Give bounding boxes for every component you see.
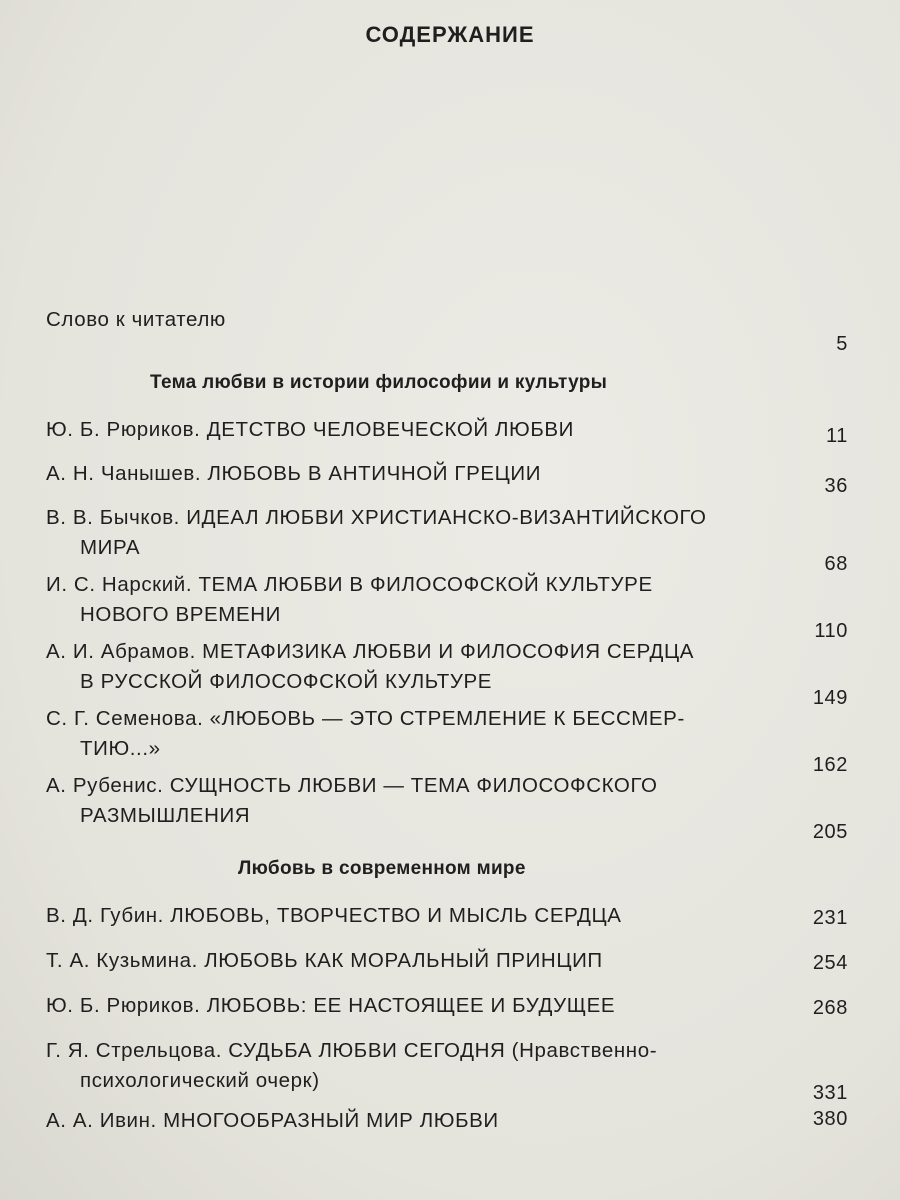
section-heading: Любовь в современном мире (238, 858, 526, 879)
entry-text-line2: ТИЮ...» (80, 737, 161, 760)
entry-page-number: 331 (812, 1082, 848, 1104)
entry-page-number: 149 (812, 687, 848, 709)
toc-entry (46, 991, 848, 1021)
entry-page-number: 68 (824, 553, 848, 575)
entry-text-line2: РАЗМЫШЛЕНИЯ (80, 804, 251, 827)
entry-text: Т. А. Кузьмина. ЛЮБОВЬ КАК МОРАЛЬНЫЙ ПРИНЦИП (46, 949, 603, 972)
toc-entry (46, 570, 848, 642)
entry-text: В. Д. Губин. ЛЮБОВЬ, ТВОРЧЕСТВО И МЫСЛЬ СЕРДЦА (46, 904, 622, 927)
toc-entry (46, 704, 848, 776)
entry-page-number: 268 (812, 997, 848, 1019)
section-heading: Тема любви в истории философии и культуры (150, 372, 608, 393)
entry-text-line2: МИРА (80, 536, 141, 559)
entry-text: Ю. Б. Рюриков. ЛЮБОВЬ: ЕЕ НАСТОЯЩЕЕ И БУДУЩЕЕ (46, 994, 616, 1017)
entry-text-line2: психологический очерк) (80, 1069, 320, 1092)
toc-entry (46, 1036, 848, 1104)
toc-entry (46, 415, 848, 445)
toc-entry (46, 1106, 848, 1136)
toc-entry-intro (46, 305, 848, 355)
entry-text: Ю. Б. Рюриков. ДЕТСТВО ЧЕЛОВЕЧЕСКОЙ ЛЮБВИ (46, 418, 575, 441)
entry-page-number: 162 (812, 754, 848, 776)
entry-text-line2: В РУССКОЙ ФИЛОСОФСКОЙ КУЛЬТУРЕ (80, 670, 493, 693)
entry-page-number: 380 (812, 1108, 848, 1130)
toc-entry (46, 901, 848, 931)
entry-page-number: 11 (826, 425, 848, 447)
entry-page-number: 36 (824, 475, 848, 497)
entry-page-number: 254 (812, 952, 848, 974)
toc-entry (46, 459, 848, 497)
toc-entry (46, 637, 848, 709)
entry-page-number: 205 (812, 821, 848, 843)
entry-text-line1: В. В. Бычков. ИДЕАЛ ЛЮБВИ ХРИСТИАНСКО-ВИЗАНТИЙСКОГО (46, 506, 707, 529)
entry-page-number: 110 (814, 620, 848, 642)
entry-text: А. А. Ивин. МНОГООБРАЗНЫЙ МИР ЛЮБВИ (46, 1109, 499, 1132)
entry-text-line2: НОВОГО ВРЕМЕНИ (80, 603, 281, 626)
entry-page-number: 5 (836, 333, 848, 355)
entry-page-number: 231 (812, 907, 848, 929)
entry-text: А. Н. Чанышев. ЛЮБОВЬ В АНТИЧНОЙ ГРЕЦИИ (46, 462, 542, 485)
entry-text-line1: А. Рубенис. СУЩНОСТЬ ЛЮБВИ — ТЕМА ФИЛОСОФСКОГО (46, 774, 658, 797)
toc-entry (46, 503, 848, 575)
entry-text-line1: Г. Я. Стрельцова. СУДЬБА ЛЮБВИ СЕГОДНЯ (Нравственно- (46, 1039, 658, 1062)
entry-text-line1: И. С. Нарский. ТЕМА ЛЮБВИ В ФИЛОСОФСКОЙ КУЛЬТУРЕ (46, 573, 653, 596)
toc-entry (46, 771, 848, 843)
page-title: СОДЕРЖАНИЕ (365, 22, 535, 47)
entry-text: Слово к читателю (46, 308, 226, 331)
entry-text-line1: С. Г. Семенова. «ЛЮБОВЬ — ЭТО СТРЕМЛЕНИЕ К БЕССМЕР- (46, 707, 685, 730)
toc-entry (46, 946, 848, 976)
entry-text-line1: А. И. Абрамов. МЕТАФИЗИКА ЛЮБВИ И ФИЛОСОФИЯ СЕРДЦА (46, 640, 695, 663)
